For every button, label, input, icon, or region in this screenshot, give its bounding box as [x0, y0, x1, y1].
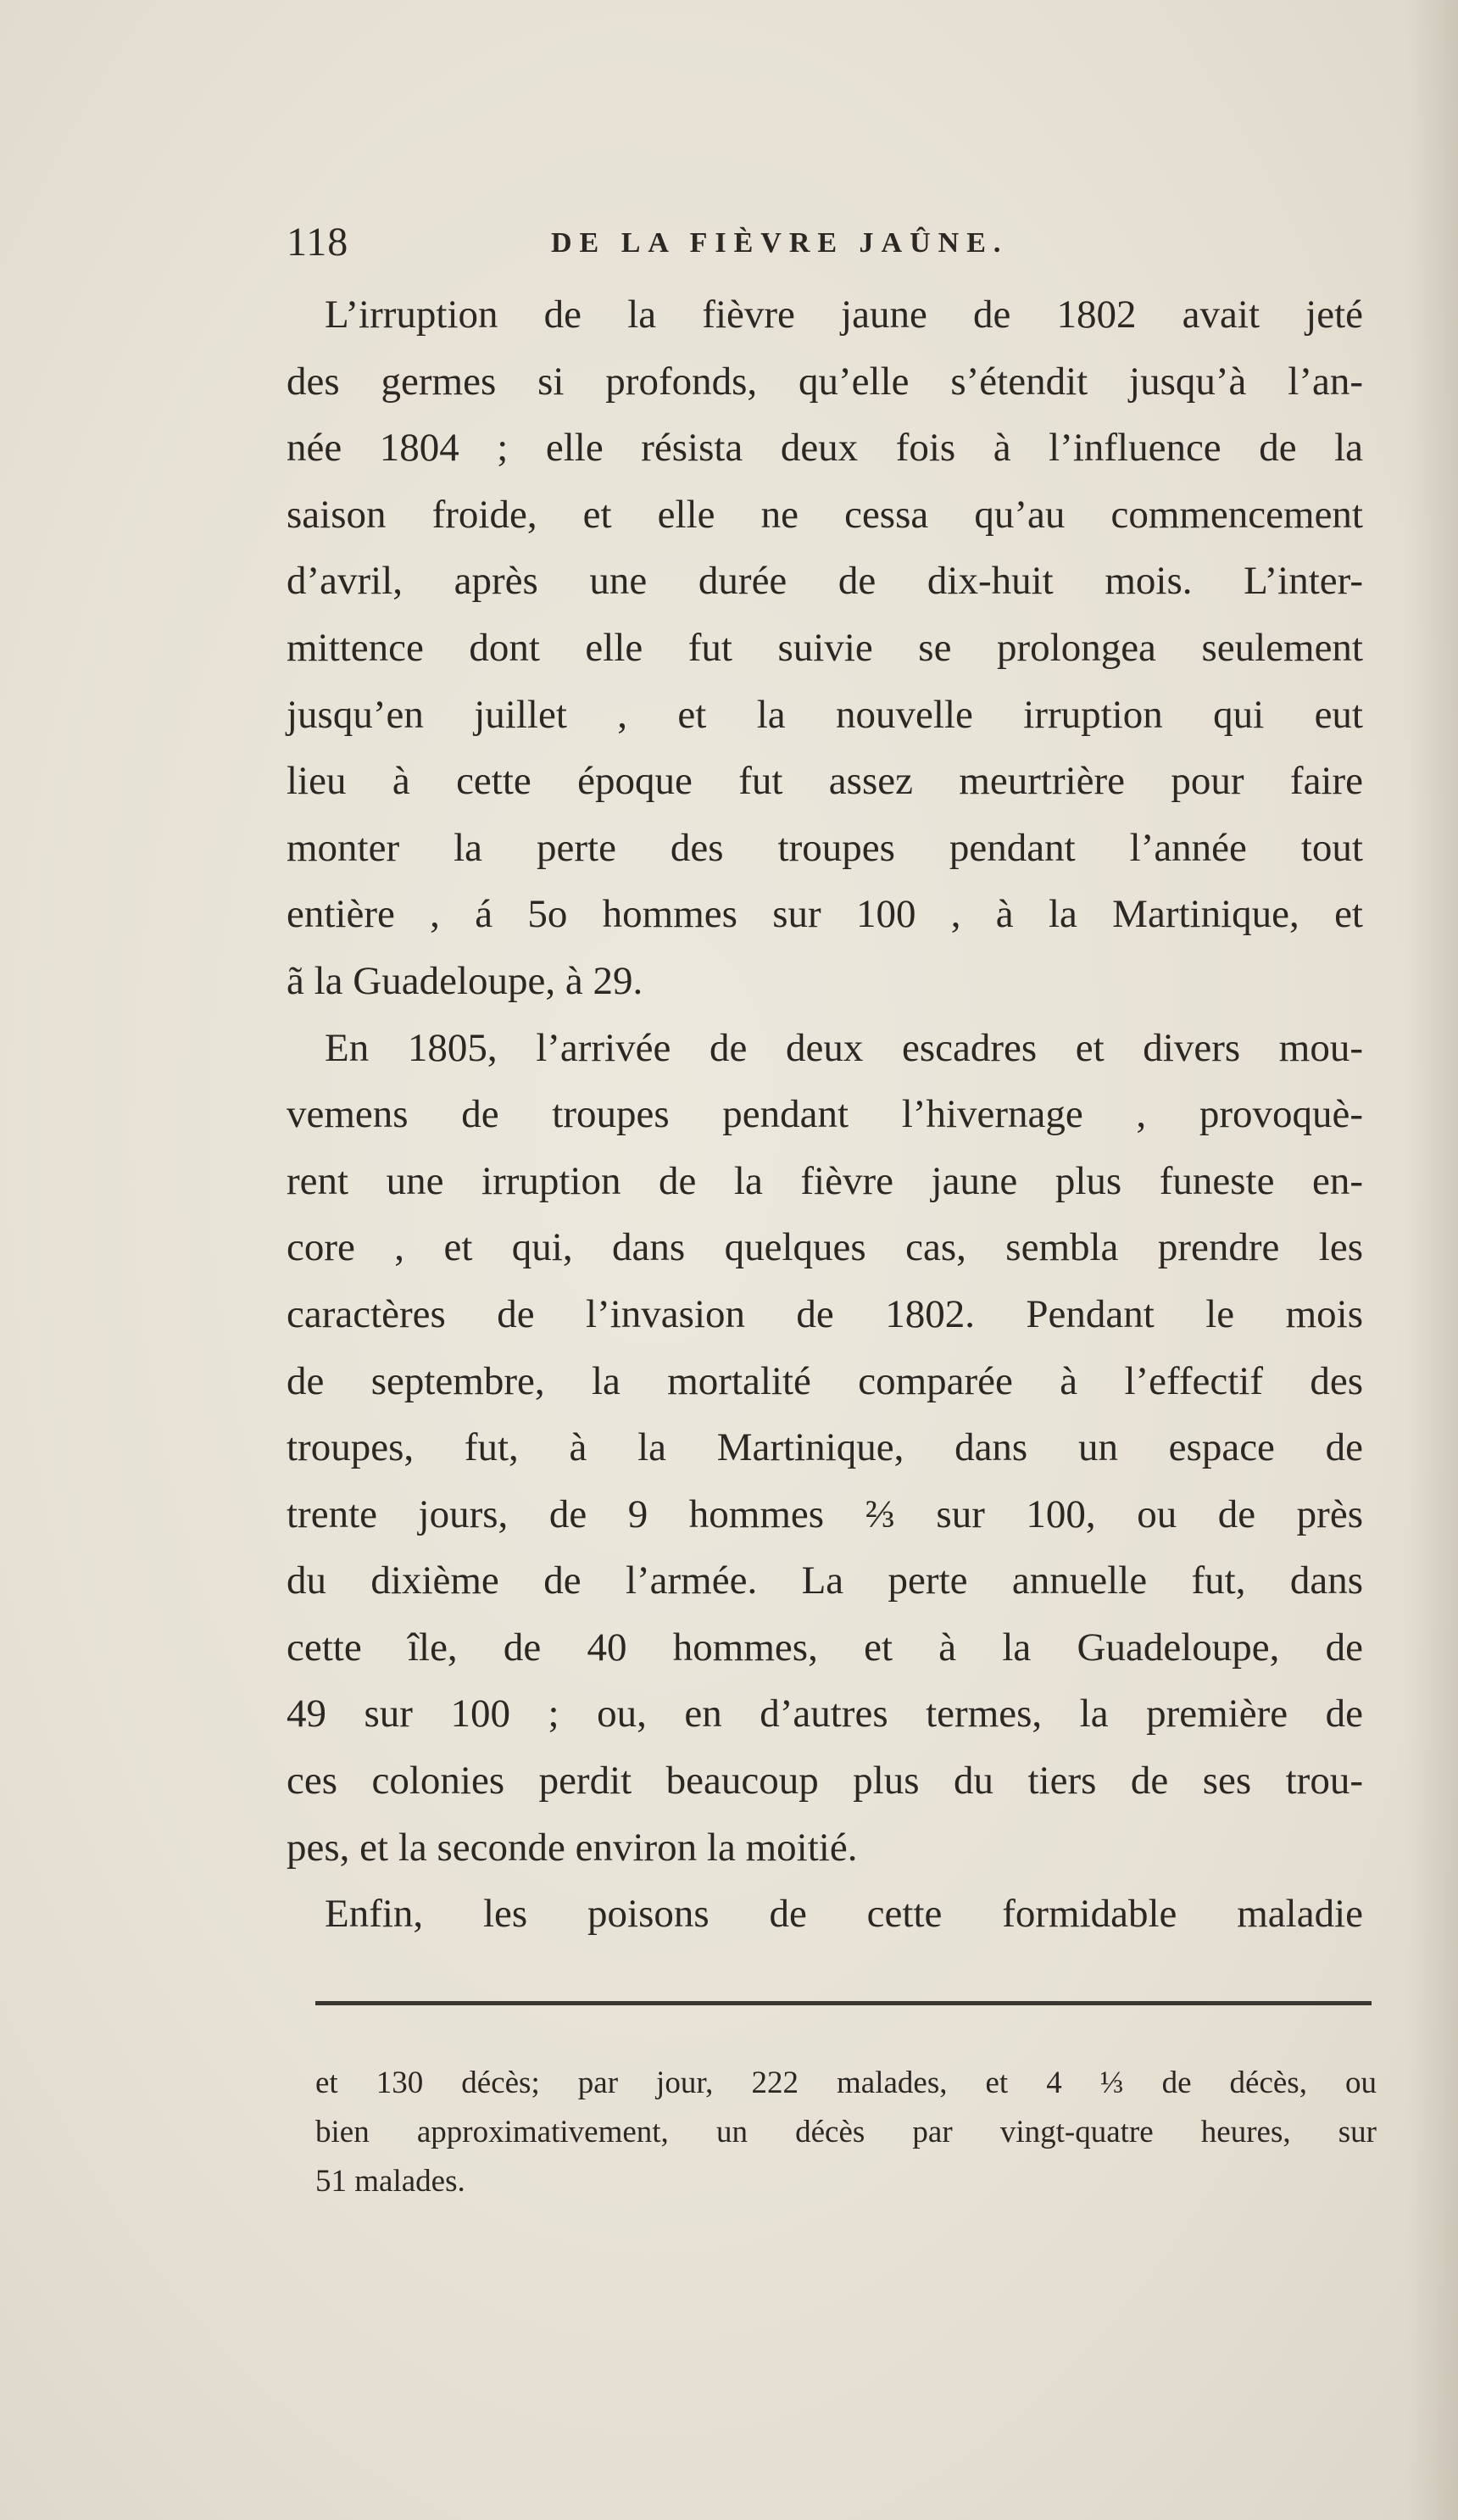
text-line: d’avril, après une durée de dix-huit mois. L’inter-: [287, 559, 1363, 604]
footnote-line: 51 malades.: [315, 2164, 465, 2199]
text-line: des germes si profonds, qu’elle s’étendit jusqu’à l’an-: [287, 359, 1363, 404]
running-title: DE LA FIÈVRE JAÛNE.: [551, 227, 1009, 259]
text-line: troupes, fut, à la Martinique, dans un espace de: [287, 1425, 1363, 1470]
text-line: du dixième de l’armée. La perte annuelle fut, dans: [287, 1558, 1363, 1603]
text-line: L’irruption de la fièvre jaune de 1802 avait jeté: [325, 293, 1363, 337]
text-line: pes, et la seconde environ la moitié.: [287, 1825, 858, 1870]
footnote: [315, 2059, 1377, 2206]
page-edge-shadow: [1407, 0, 1458, 2520]
text-line: ces colonies perdit beaucoup plus du tiers de ses trou-: [287, 1759, 1363, 1804]
text-line: de septembre, la mortalité comparée à l’effectif des: [287, 1358, 1363, 1403]
text-line: Enfin, les poisons de cette formidable maladie: [325, 1892, 1363, 1937]
text-line: cette île, de 40 hommes, et à la Guadeloupe, de: [287, 1625, 1363, 1670]
text-line: née 1804 ; elle résista deux fois à l’influence de la: [287, 426, 1363, 471]
text-line: entière , á 5o hommes sur 100 , à la Martinique, et: [287, 892, 1363, 937]
text-line: ã la Guadeloupe, à 29.: [287, 958, 643, 1003]
footnote-line: et 130 décès; par jour, 222 malades, et 4 ⅓ de décès, ou: [315, 2066, 1377, 2100]
footnote-rule: [315, 2001, 1372, 2005]
text-line: monter la perte des troupes pendant l’année tout: [287, 825, 1363, 870]
text-line: mittence dont elle fut suivie se prolongea seulement: [287, 625, 1363, 670]
page-number: 118: [287, 220, 349, 265]
text-line: vemens de troupes pendant l’hivernage , provoquè-: [287, 1092, 1363, 1137]
text-line: rent une irruption de la fièvre jaune plus funeste en-: [287, 1158, 1363, 1203]
text-line: 49 sur 100 ; ou, en d’autres termes, la première de: [287, 1692, 1363, 1737]
text-line: jusqu’en juillet , et la nouvelle irruption qui eut: [287, 692, 1363, 737]
text-line: core , et qui, dans quelques cas, sembla prendre les: [287, 1225, 1363, 1270]
text-line: caractères de l’invasion de 1802. Pendant le mois: [287, 1291, 1363, 1336]
footnote-line: bien approximativement, un décès par vingt-quatre heures, sur: [315, 2115, 1377, 2149]
page-header: [287, 219, 1134, 270]
text-line: En 1805, l’arrivée de deux escadres et divers mou-: [325, 1025, 1363, 1070]
text-line: saison froide, et elle ne cessa qu’au commencement: [287, 492, 1363, 537]
text-line: trente jours, de 9 hommes ⅔ sur 100, ou de près: [287, 1491, 1363, 1536]
main-text: [287, 282, 1363, 1948]
text-line: lieu à cette époque fut assez meurtrière pour faire: [287, 759, 1363, 804]
